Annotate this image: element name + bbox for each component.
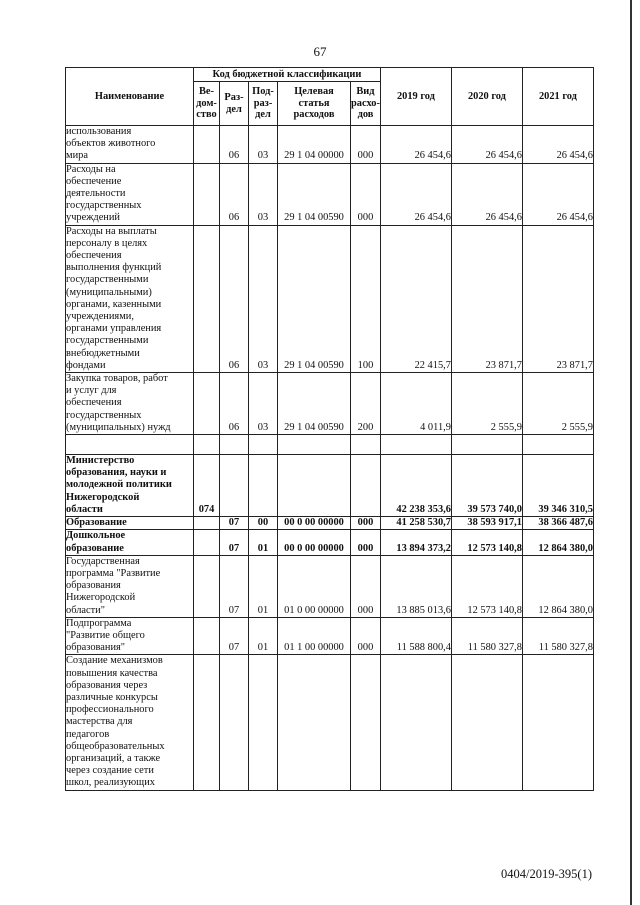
row-vedomstvo: [194, 373, 220, 435]
row-razdel: 07: [220, 517, 249, 530]
row-razdel: 07: [220, 555, 249, 617]
row-name: Образование: [66, 517, 194, 530]
table-row: [66, 517, 594, 530]
row-vedomstvo: 074: [194, 455, 220, 517]
col-name-header: Наименование: [66, 68, 194, 126]
row-value-2020: 11 580 327,8: [451, 617, 522, 655]
row-value-2020: [451, 655, 522, 790]
row-vedomstvo: [194, 126, 220, 164]
row-value-2021: 39 346 310,5: [522, 455, 593, 517]
row-podrazdel: 01: [249, 530, 278, 555]
row-name: Министерство образования, науки и молодежной политики Нижегородской области: [66, 455, 194, 517]
row-article: 00 0 00 00000: [278, 530, 351, 555]
row-value-2019: 42 238 353,6: [380, 455, 451, 517]
table-row: [66, 163, 594, 225]
row-value-2020: 26 454,6: [451, 126, 522, 164]
row-podrazdel: 01: [249, 555, 278, 617]
table-row: [66, 455, 594, 517]
row-value-2020: 39 573 740,0: [451, 455, 522, 517]
row-value-2019: 22 415,7: [380, 225, 451, 372]
row-value-2020: 2 555,9: [451, 373, 522, 435]
col-razdel-header: Раз- дел: [220, 82, 249, 126]
row-value-2019: 4 011,9: [380, 373, 451, 435]
row-value-2020: 26 454,6: [451, 163, 522, 225]
row-vedomstvo: [194, 517, 220, 530]
row-value-2019: 13 885 013,6: [380, 555, 451, 617]
row-podrazdel: 00: [249, 517, 278, 530]
col-podrazdel-header: Под- раз- дел: [249, 82, 278, 126]
row-value-2019: 41 258 530,7: [380, 517, 451, 530]
row-value-2021: 12 864 380,0: [522, 530, 593, 555]
row-article: 00 0 00 00000: [278, 517, 351, 530]
row-name: Расходы на выплаты персоналу в целях обеспечения выполнения функций государственными (муниципальными) органами, казенными учреждениями, органами управления государственными внебюджетными фондами: [66, 225, 194, 372]
page-edge-line: [630, 0, 632, 905]
row-article: 29 1 04 00590: [278, 163, 351, 225]
row-name: Расходы на обеспечение деятельности государственных учреждений: [66, 163, 194, 225]
row-article: 29 1 04 00590: [278, 373, 351, 435]
page-number: 67: [313, 44, 327, 59]
row-razdel: 06: [220, 373, 249, 435]
col-article-header: Целевая статья расходов: [278, 82, 351, 126]
row-razdel: 06: [220, 163, 249, 225]
col-2021-header: 2021 год: [522, 68, 593, 126]
table-row: [66, 530, 594, 555]
col-2020-header: 2020 год: [451, 68, 522, 126]
row-value-2019: 26 454,6: [380, 163, 451, 225]
row-vedomstvo: [194, 225, 220, 372]
col-vedomstvo-header: Ве- дом- ство: [194, 82, 220, 126]
row-article: 01 0 00 00000: [278, 555, 351, 617]
col-2019-header: 2019 год: [380, 68, 451, 126]
row-article: 29 1 04 00590: [278, 225, 351, 372]
row-value-2021: 26 454,6: [522, 163, 593, 225]
row-vid: 000: [351, 530, 381, 555]
row-name: использования объектов животного мира: [66, 126, 194, 164]
row-value-2021: [522, 655, 593, 790]
row-podrazdel: 03: [249, 225, 278, 372]
col-vid-header: Вид расхо- дов: [351, 82, 381, 126]
budget-table: [65, 67, 594, 791]
row-value-2019: [380, 655, 451, 790]
row-vid: [351, 655, 381, 790]
row-razdel: 06: [220, 126, 249, 164]
row-vid: 000: [351, 126, 381, 164]
row-podrazdel: 01: [249, 617, 278, 655]
row-razdel: 07: [220, 617, 249, 655]
row-razdel: [220, 655, 249, 790]
row-razdel: 06: [220, 225, 249, 372]
row-value-2021: 23 871,7: [522, 225, 593, 372]
row-value-2019: 11 588 800,4: [380, 617, 451, 655]
row-vid: 000: [351, 517, 381, 530]
code-group-header: Код бюджетной классификации: [194, 68, 381, 82]
row-vedomstvo: [194, 655, 220, 790]
row-vid: [351, 455, 381, 517]
row-value-2020: 38 593 917,1: [451, 517, 522, 530]
table-row: [66, 655, 594, 790]
row-article: 01 1 00 00000: [278, 617, 351, 655]
row-value-2021: 2 555,9: [522, 373, 593, 435]
row-podrazdel: [249, 655, 278, 790]
row-vid: 100: [351, 225, 381, 372]
row-value-2020: 12 573 140,8: [451, 530, 522, 555]
row-podrazdel: 03: [249, 126, 278, 164]
row-vedomstvo: [194, 530, 220, 555]
table-row: [66, 126, 594, 164]
spacer-row: [66, 435, 594, 455]
row-vedomstvo: [194, 617, 220, 655]
row-vid: 000: [351, 617, 381, 655]
row-value-2021: 12 864 380,0: [522, 555, 593, 617]
row-razdel: [220, 455, 249, 517]
row-vid: 200: [351, 373, 381, 435]
row-vid: 000: [351, 555, 381, 617]
row-podrazdel: 03: [249, 373, 278, 435]
row-article: [278, 455, 351, 517]
table-row: [66, 555, 594, 617]
table-row: [66, 373, 594, 435]
row-article: [278, 655, 351, 790]
row-podrazdel: 03: [249, 163, 278, 225]
row-value-2020: 12 573 140,8: [451, 555, 522, 617]
row-name: Дошкольное образование: [66, 530, 194, 555]
row-article: 29 1 04 00000: [278, 126, 351, 164]
row-value-2019: 26 454,6: [380, 126, 451, 164]
row-vid: 000: [351, 163, 381, 225]
table-row: [66, 617, 594, 655]
row-vedomstvo: [194, 163, 220, 225]
table-row: [66, 225, 594, 372]
row-value-2021: 11 580 327,8: [522, 617, 593, 655]
row-value-2021: 38 366 487,6: [522, 517, 593, 530]
row-name: Подпрограмма "Развитие общего образования": [66, 617, 194, 655]
row-vedomstvo: [194, 555, 220, 617]
row-name: Создание механизмов повышения качества образования через различные конкурсы профессионального мастерства для педагогов общеобразовательных организаций, а также через создание сети школ, реализующих: [66, 655, 194, 790]
document-code: 0404/2019-395(1): [501, 867, 592, 881]
row-name: Государственная программа "Развитие образования Нижегородской области": [66, 555, 194, 617]
row-name: Закупка товаров, работ и услуг для обеспечения государственных (муниципальных) нужд: [66, 373, 194, 435]
row-value-2019: 13 894 373,2: [380, 530, 451, 555]
row-value-2021: 26 454,6: [522, 126, 593, 164]
row-value-2020: 23 871,7: [451, 225, 522, 372]
row-podrazdel: [249, 455, 278, 517]
row-razdel: 07: [220, 530, 249, 555]
